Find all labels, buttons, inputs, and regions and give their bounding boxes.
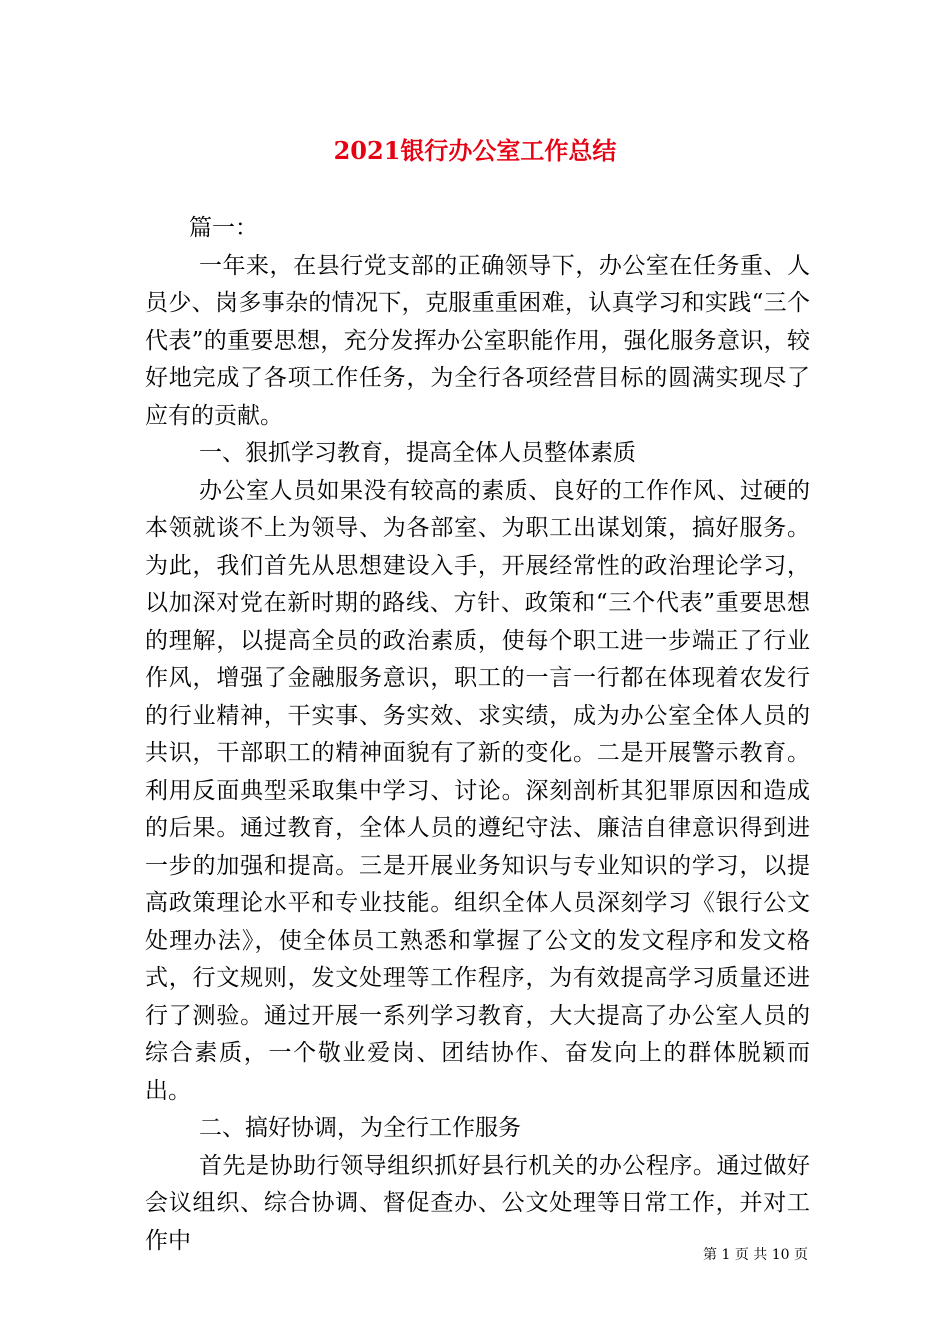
page-number: 第 1 页 共 10 页	[703, 1247, 808, 1263]
section-heading-2: 二、搞好协调，为全行工作服务	[199, 1115, 521, 1141]
body-paragraph-2: 首先是协助行领导组织抓好县行机关的办公程序。通过做好会议组织、综合协调、督促查办、公文处理等日常工作，并对工作中	[145, 1152, 810, 1254]
section-label: 篇一：	[189, 215, 258, 241]
section-heading-1: 一、狠抓学习教育，提高全体人员整体素质	[199, 440, 636, 466]
intro-paragraph: 一年来，在县行党支部的正确领导下，办公室在任务重、人员少、岗多事杂的情况下，克服重重困难，认真学习和实践“三个代表”的重要思想，充分发挥办公室职能作用，强化服务意识，较好地完成了各项工作任务，为全行各项经营目标的圆满实现尽了应有的贡献。	[145, 252, 810, 429]
page-title: 2021银行办公室工作总结	[333, 136, 617, 165]
document-body	[145, 210, 810, 1260]
body-paragraph-1: 办公室人员如果没有较高的素质、良好的工作作风、过硬的本领就谈不上为领导、为各部室、为职工出谋划策，搞好服务。为此，我们首先从思想建设入手，开展经常性的政治理论学习，以加深对党在新时期的路线、方针、政策和“三个代表”重要思想的理解，以提高全员的政治素质，使每个职工进一步端正了行业作风，增强了金融服务意识，职工的一言一行都在体现着农发行的行业精神，干实事、务实效、求实绩，成为办公室全体人员的共识，干部职工的精神面貌有了新的变化。二是开展警示教育。利用反面典型采取集中学习、讨论。深刻剖析其犯罪原因和造成的后果。通过教育，全体人员的遵纪守法、廉洁自律意识得到进一步的加强和提高。三是开展业务知识与专业知识的学习，以提高政策理论水平和专业技能。组织全体人员深刻学习《银行公文处理办法》，使全体员工熟悉和掌握了公文的发文程序和发文格式，行文规则，发文处理等工作程序，为有效提高学习质量还进行了测验。通过开展一系列学习教育，大大提高了办公室人员的综合素质，一个敬业爱岗、团结协作、奋发向上的群体脱颖而出。	[145, 477, 810, 1104]
